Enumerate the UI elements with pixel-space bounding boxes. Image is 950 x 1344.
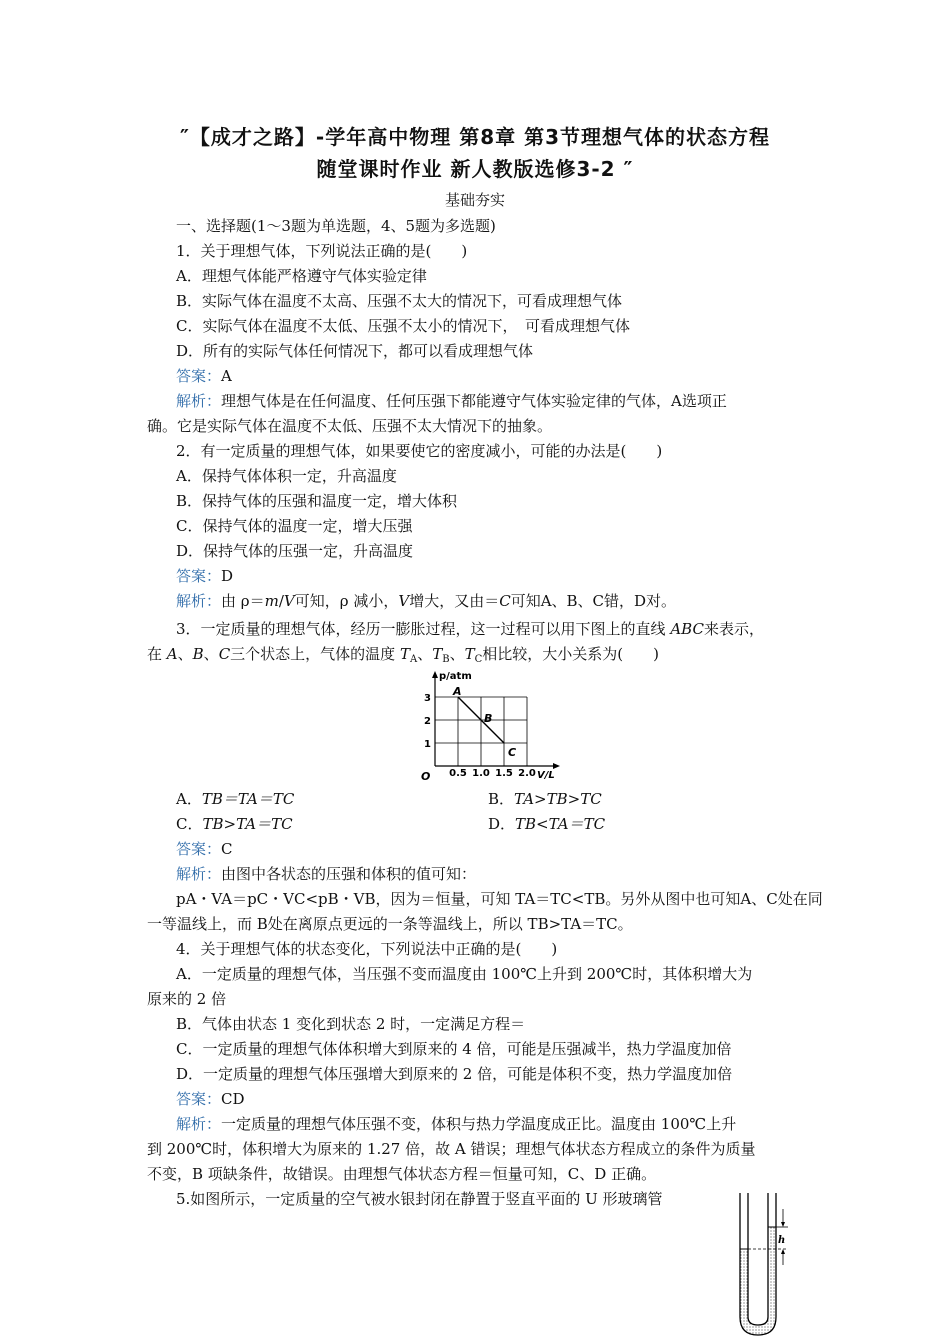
q1-analysis-line1 bbox=[176, 391, 727, 411]
q2-analysis-part: 增大，又由＝ bbox=[409, 592, 500, 610]
part1-heading: 一、选择题(1～3题为单选题，4、5题为多选题) bbox=[176, 217, 496, 235]
q3-stem-b: B bbox=[192, 645, 204, 663]
origin-label: O bbox=[421, 770, 431, 783]
x-axis-arrow bbox=[553, 763, 560, 769]
document-title-line2: 随堂课时作业 新人教版选修3-2 ″ bbox=[316, 157, 634, 181]
q1-option-b: B．实际气体在温度不太高、压强不太大的情况下，可看成理想气体 bbox=[176, 292, 623, 310]
q1-option-a: A．理想气体能严格遵守气体实验定律 bbox=[176, 267, 427, 285]
q3-stem-sep: 、 bbox=[177, 645, 193, 663]
q3-analysis-line3: 一等温线上，而 B处在离原点更远的一条等温线上，所以 TB>TA＝TC。 bbox=[147, 915, 633, 933]
q3-stem-line2 bbox=[147, 644, 659, 670]
q4-analysis-line1 bbox=[176, 1114, 736, 1134]
q3-answer-value: C bbox=[221, 840, 233, 858]
x-axis-label: V/L bbox=[537, 770, 555, 781]
y-tick-label: 2 bbox=[424, 716, 431, 727]
point-a-label: A bbox=[453, 685, 462, 698]
q2-analysis-part: 可知，ρ 减小， bbox=[294, 592, 399, 610]
q4-option-a-line1: A．一定质量的理想气体，当压强不变而温度由 100℃上升到 200℃时，其体积增大为 bbox=[176, 965, 753, 983]
q3-stem-part: 相比较，大小关系为( ) bbox=[482, 645, 659, 663]
analysis-label: 解析： bbox=[176, 392, 222, 410]
q4-analysis-line3: 不变，B 项缺条件，故错误。由理想气体状态方程＝恒量可知，C、D 正确。 bbox=[147, 1165, 657, 1183]
q2-analysis bbox=[176, 591, 676, 611]
q2-analysis-slash: / bbox=[278, 592, 284, 610]
q2-analysis-v: V bbox=[283, 592, 295, 610]
q2-option-d: D．保持气体的压强一定，升高温度 bbox=[176, 542, 414, 560]
analysis-label: 解析： bbox=[176, 865, 222, 883]
q3-stem-t: T bbox=[464, 645, 475, 663]
y-axis-arrow bbox=[432, 671, 438, 678]
q2-option-b: B．保持气体的压强和温度一定，增大体积 bbox=[176, 492, 458, 510]
h-label: h bbox=[778, 1235, 786, 1246]
q4-answer-value: CD bbox=[221, 1090, 245, 1108]
section-heading: 基础夯实 bbox=[444, 191, 505, 209]
answer-label: 答案： bbox=[176, 1090, 222, 1108]
q3-stem-part: 来表示， bbox=[703, 620, 764, 638]
x-tick-label: 1.0 bbox=[472, 768, 490, 779]
q2-analysis-m: m bbox=[264, 592, 279, 610]
q3-analysis-text1: 由图中各状态的压强和体积的值可知： bbox=[221, 865, 477, 883]
q3-stem-t: T bbox=[432, 645, 443, 663]
point-c-label: C bbox=[508, 746, 517, 759]
analysis-label: 解析： bbox=[176, 592, 222, 610]
h-arrow-bottom-head bbox=[781, 1249, 785, 1254]
q3-stem-part: 三个状态上，气体的温度 bbox=[230, 645, 400, 663]
q3-analysis-line1 bbox=[176, 864, 476, 884]
q4-analysis-line2: 到 200℃时，体积增大为原来的 1.27 倍，故 A 错误；理想气体状态方程成立的条件为质量 bbox=[147, 1140, 756, 1158]
q2-analysis-part: 由 ρ＝ bbox=[221, 592, 265, 610]
answer-label: 答案： bbox=[176, 367, 222, 385]
q2-answer-value: D bbox=[221, 567, 234, 585]
q3-stem-sub: B bbox=[442, 654, 450, 665]
q4-answer bbox=[176, 1089, 245, 1109]
q1-analysis-text1: 理想气体是在任何温度、任何压强下都能遵守气体实验定律的气体，A选项正 bbox=[221, 392, 727, 410]
q3-option-a bbox=[176, 789, 294, 809]
analysis-label: 解析： bbox=[176, 1115, 222, 1133]
q1-answer-value: A bbox=[221, 367, 232, 385]
q3-stem-t: T bbox=[399, 645, 410, 663]
answer-label: 答案： bbox=[176, 840, 222, 858]
q4-option-a-line2: 原来的 2 倍 bbox=[147, 990, 227, 1008]
q3-stem-sub: C bbox=[474, 654, 483, 665]
option-letter: B． bbox=[488, 790, 515, 808]
q3-option-b-text: TA>TB>TC bbox=[514, 790, 602, 808]
x-tick-label: 1.5 bbox=[495, 768, 513, 779]
q3-stem-part: 3．一定质量的理想气体，经历一膨胀过程，这一过程可以用下图上的直线 bbox=[176, 620, 671, 638]
option-letter: A． bbox=[176, 790, 202, 808]
q2-analysis-v2: V bbox=[398, 592, 410, 610]
q4-stem: 4．关于理想气体的状态变化，下列说法中正确的是( ) bbox=[176, 940, 558, 958]
q4-analysis-text1: 一定质量的理想气体压强不变，体积与热力学温度成正比。温度由 100℃上升 bbox=[221, 1115, 737, 1133]
q3-stem-c: C bbox=[218, 645, 231, 663]
q3-option-d-text: TB<TA＝TC bbox=[515, 815, 606, 833]
q3-stem-sep: 、 bbox=[203, 645, 219, 663]
q3-option-b bbox=[488, 789, 602, 809]
q3-analysis-line2: pA・VA＝pC・VC<pB・VB，因为＝恒量，可知 TA＝TC<TB。另外从图中也可知A、C处在同 bbox=[176, 890, 823, 908]
y-axis-label: p/atm bbox=[439, 671, 472, 682]
q5-stem: 5.如图所示，一定质量的空气被水银封闭在静置于竖直平面的 U 形玻璃管 bbox=[176, 1190, 663, 1208]
q3-stem-line1 bbox=[176, 619, 764, 639]
q2-answer bbox=[176, 566, 233, 586]
q1-analysis-line2: 确。它是实际气体在温度不太低、压强不太大情况下的抽象。 bbox=[147, 417, 553, 435]
q3-stem-abc: ABC bbox=[670, 620, 704, 638]
q2-stem: 2．有一定质量的理想气体，如果要使它的密度减小，可能的办法是( ) bbox=[176, 442, 663, 460]
q1-option-d: D．所有的实际气体任何情况下，都可以看成理想气体 bbox=[176, 342, 534, 360]
q2-option-c: C．保持气体的温度一定，增大压强 bbox=[176, 517, 413, 535]
q3-option-d bbox=[488, 814, 605, 834]
q3-option-c-text: TB>TA＝TC bbox=[202, 815, 293, 833]
q3-stem-a: A bbox=[166, 645, 178, 663]
answer-label: 答案： bbox=[176, 567, 222, 585]
document-title-line1: ″【成才之路】-学年高中物理 第8章 第3节理想气体的状态方程 bbox=[180, 125, 770, 149]
option-letter: D． bbox=[488, 815, 516, 833]
y-tick-label: 3 bbox=[424, 693, 431, 704]
h-arrow-top-head bbox=[781, 1222, 785, 1227]
u-tube-figure bbox=[728, 1185, 800, 1344]
q1-option-c: C．实际气体在温度不太低、压强不太小的情况下， 可看成理想气体 bbox=[176, 317, 630, 335]
q4-option-c: C．一定质量的理想气体体积增大到原来的 4 倍，可能是压强减半，热力学温度加倍 bbox=[176, 1040, 732, 1058]
q3-option-c bbox=[176, 814, 293, 834]
pv-chart bbox=[415, 668, 565, 783]
q2-analysis-c: C bbox=[499, 592, 511, 610]
point-b-label: B bbox=[484, 712, 493, 725]
q2-analysis-part: 可知A、B、C错，D对。 bbox=[510, 592, 677, 610]
q3-option-a-text: TB＝TA＝TC bbox=[201, 790, 295, 808]
y-tick-label: 1 bbox=[424, 739, 431, 750]
x-tick-label: 2.0 bbox=[518, 768, 536, 779]
q4-option-d: D．一定质量的理想气体压强增大到原来的 2 倍，可能是体积不变，热力学温度加倍 bbox=[176, 1065, 733, 1083]
tube-inner-wall bbox=[748, 1193, 768, 1325]
mercury-column bbox=[740, 1227, 776, 1335]
line-ab bbox=[458, 697, 481, 720]
q3-stem-sep: 、 bbox=[417, 645, 433, 663]
q1-answer bbox=[176, 366, 232, 386]
q3-stem-sep: 、 bbox=[449, 645, 465, 663]
option-letter: C． bbox=[176, 815, 203, 833]
q2-option-a: A．保持气体体积一定，升高温度 bbox=[176, 467, 397, 485]
q4-option-b: B．气体由状态 1 变化到状态 2 时，一定满足方程＝ bbox=[176, 1015, 526, 1033]
q3-answer bbox=[176, 839, 233, 859]
x-tick-label: 0.5 bbox=[449, 768, 467, 779]
q3-stem-part: 在 bbox=[147, 645, 167, 663]
q3-stem-sub: A bbox=[409, 654, 418, 665]
q1-stem: 1．关于理想气体，下列说法正确的是( ) bbox=[176, 242, 468, 260]
